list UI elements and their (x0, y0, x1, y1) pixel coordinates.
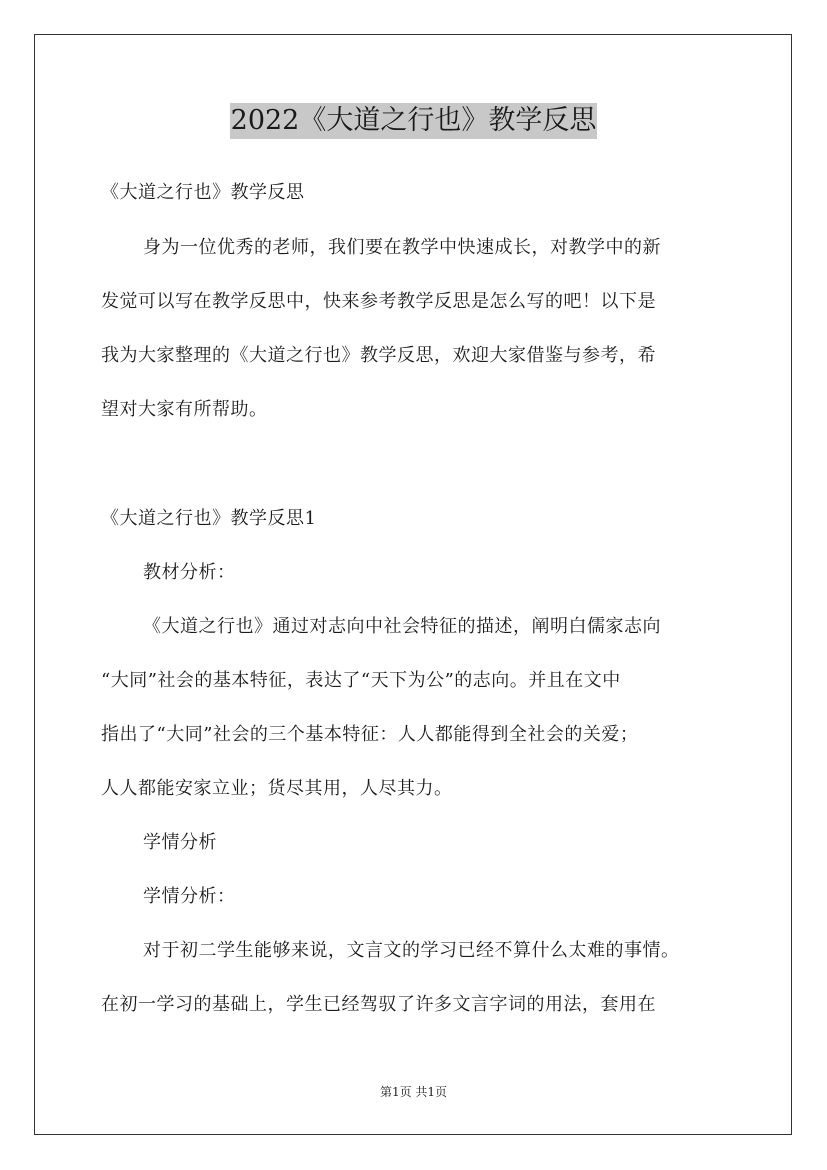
learning-line: 对于初二学生能够来说，文言文的学习已经不算什么太难的事情。 (143, 940, 680, 961)
intro-line: 望对大家有所帮助。 (101, 399, 268, 420)
material-line: 指出了“大同”社会的三个基本特征：人人都能得到全社会的关爱； (101, 724, 639, 745)
intro-line: 身为一位优秀的老师，我们要在教学中快速成长，对教学中的新 (143, 237, 661, 258)
material-line: “大同”社会的基本特征，表达了“天下为公”的志向。并且在文中 (101, 670, 621, 691)
material-heading: 教材分析： (143, 562, 236, 583)
document-title: 2022《大道之行也》教学反思 (230, 103, 598, 139)
material-line: 人人都能安家立业；货尽其用，人尽其力。 (101, 778, 453, 799)
intro-line: 我为大家整理的《大道之行也》教学反思，欢迎大家借鉴与参考，希 (101, 345, 656, 366)
learning-heading: 学情分析： (143, 886, 236, 907)
intro-line: 发觉可以写在教学反思中，快来参考教学反思是怎么写的吧！以下是 (101, 291, 656, 312)
subtitle: 《大道之行也》教学反思 (101, 182, 305, 203)
learning-heading: 学情分析 (143, 832, 217, 853)
title-container (0, 103, 827, 139)
learning-line: 在初一学习的基础上，学生已经驾驭了许多文言字词的用法，套用在 (101, 994, 656, 1015)
section-heading: 《大道之行也》教学反思1 (101, 508, 317, 529)
page-footer: 第1页 共1页 (379, 1085, 448, 1099)
material-line: 《大道之行也》通过对志向中社会特征的描述，阐明白儒家志向 (143, 616, 661, 637)
